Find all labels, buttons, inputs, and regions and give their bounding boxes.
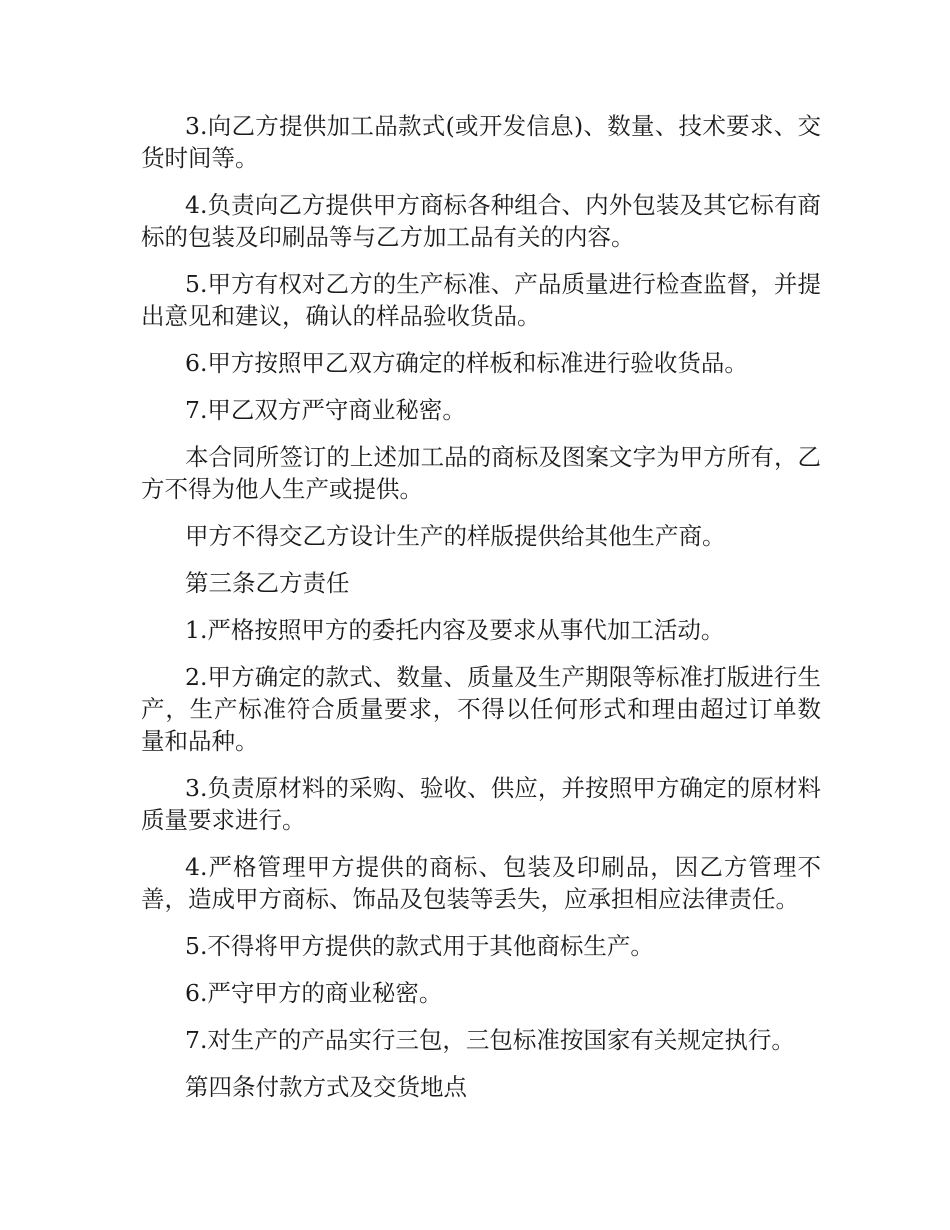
paragraph-party-a-item-6: 6.甲方按照甲乙双方确定的样板和标准进行验收货品。 [185, 349, 748, 377]
paragraph-party-b-item-5: 5.不得将甲方提供的款式用于其他商标生产。 [185, 932, 654, 960]
paragraph-party-a-item-7: 7.甲乙双方严守商业秘密。 [185, 396, 466, 424]
paragraph-party-a-item-5: 5.甲方有权对乙方的生产标准、产品质量进行检查监督，并提出意见和建议，确认的样品验收货品。 [141, 270, 821, 330]
paragraph-party-b-item-1: 1.严格按照甲方的委托内容及要求从事代加工活动。 [185, 616, 725, 644]
paragraph-party-a-item-4: 4.负责向乙方提供甲方商标各种组合、内外包装及其它标有商标的包装及印刷品等与乙方加工品有关的内容。 [141, 191, 821, 251]
document-body [141, 110, 821, 1118]
paragraph-party-b-item-3: 3.负责原材料的采购、验收、供应，并按照甲方确定的原材料质量要求进行。 [141, 774, 821, 834]
paragraph-party-b-item-7: 7.对生产的产品实行三包，三包标准按国家有关规定执行。 [185, 1026, 795, 1054]
paragraph-sample-restriction: 甲方不得交乙方设计生产的样版提供给其他生产商。 [185, 522, 726, 550]
paragraph-party-b-item-2: 2.甲方确定的款式、数量、质量及生产期限等标准打版进行生产，生产标准符合质量要求，不得以任何形式和理由超过订单数量和品种。 [141, 663, 821, 755]
paragraph-party-b-item-4: 4.严格管理甲方提供的商标、包装及印刷品，因乙方管理不善，造成甲方商标、饰品及包装等丢失，应承担相应法律责任。 [141, 853, 821, 913]
paragraph-trademark-ownership: 本合同所签订的上述加工品的商标及图案文字为甲方所有，乙方不得为他人生产或提供。 [141, 443, 821, 503]
section-heading-article-4: 第四条付款方式及交货地点 [185, 1073, 467, 1101]
section-heading-article-3: 第三条乙方责任 [185, 569, 350, 597]
paragraph-party-b-item-6: 6.严守甲方的商业秘密。 [185, 979, 443, 1007]
paragraph-party-a-item-3: 3.向乙方提供加工品款式(或开发信息)、数量、技术要求、交货时间等。 [141, 112, 821, 172]
